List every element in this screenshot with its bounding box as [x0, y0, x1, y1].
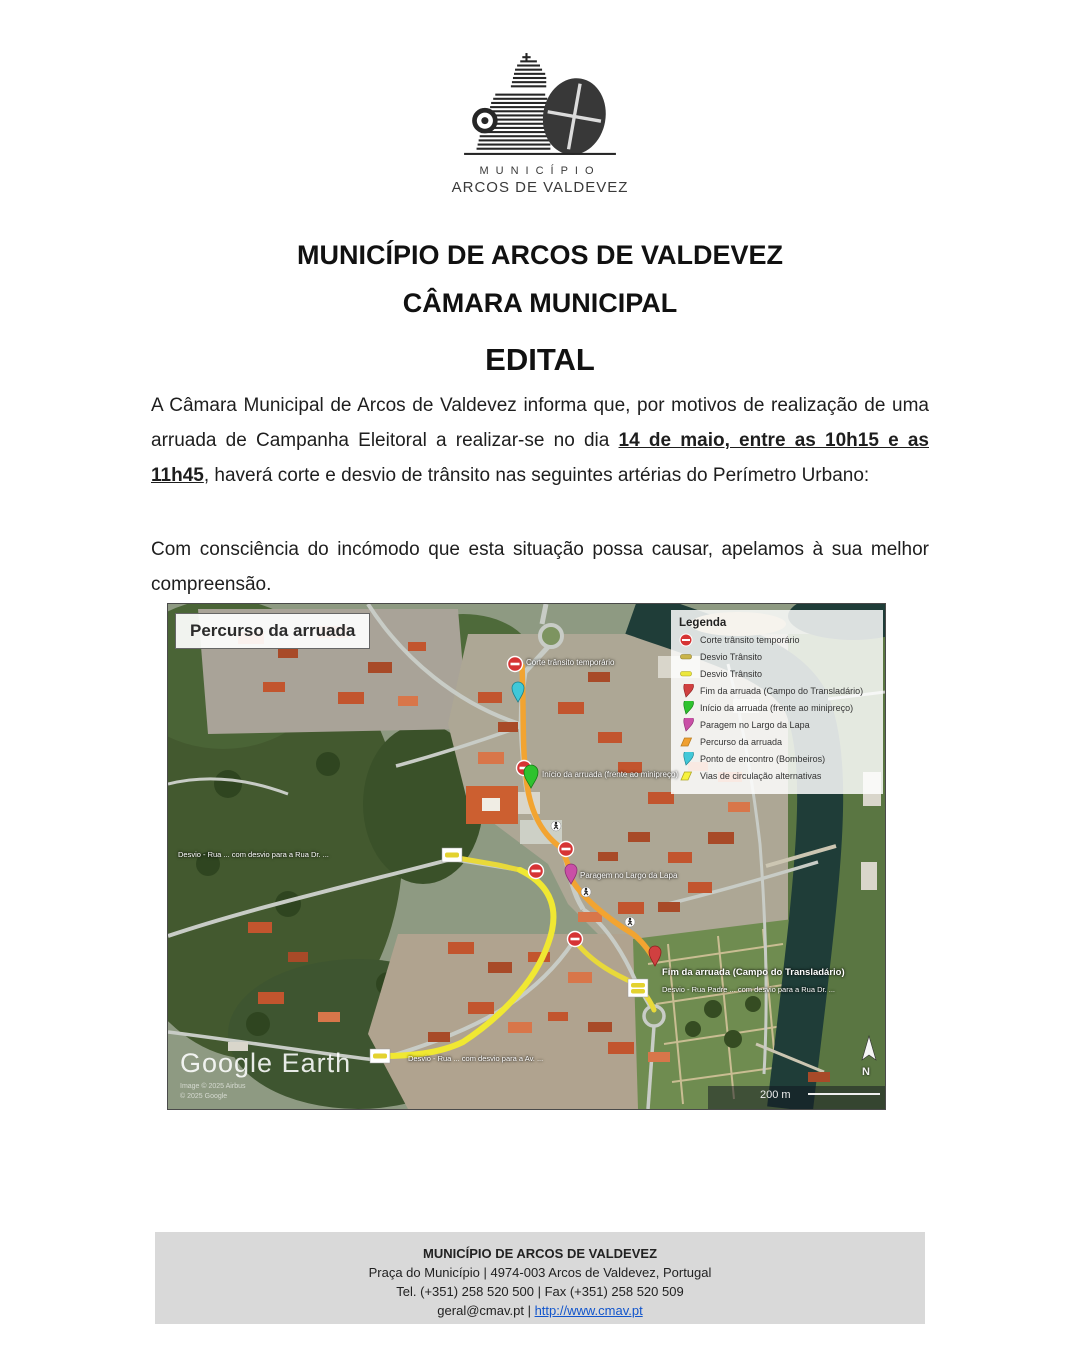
footer-website-link[interactable]: http://www.cmav.pt: [534, 1303, 643, 1318]
logo-org-large: ARCOS DE VALDEVEZ: [451, 179, 629, 196]
legend-item: Início da arruada (frente ao minipreço): [679, 701, 875, 715]
pin-magenta-icon: [679, 718, 694, 732]
footer-address: Praça do Município | 4974-003 Arcos de Valdevez, Portugal: [368, 1265, 712, 1280]
legend-item: Ponto de encontro (Bombeiros): [679, 752, 875, 766]
legend-title: Legenda: [679, 617, 727, 629]
paragraph-text-before: A Câmara Municipal de Arcos de Valdevez informa que, por motivos de realização de uma arruada de Campanha Eleitoral a realizar-se no dia: [151, 395, 929, 451]
footer-phone-fax: Tel. (+351) 258 520 500 | Fax (+351) 258 520 509: [396, 1284, 684, 1299]
title-edital: EDITAL: [485, 342, 595, 377]
map-label-desvio-right: Desvio - Rua Padre ... com desvio para a Rua Dr. ...: [662, 985, 835, 994]
legend-item: Vias de circulação alternativas: [679, 769, 875, 783]
pin-red-icon: [679, 684, 694, 698]
title-municipio: MUNICÍPIO DE ARCOS DE VALDEVEZ: [296, 240, 784, 270]
map-label-corte-top: Corte trânsito temporário: [526, 658, 615, 667]
legend-item: Fim da arruada (Campo do Transladário): [679, 684, 875, 698]
area-yellow-icon: [679, 769, 694, 783]
google-earth-watermark: Google Earth: [180, 1048, 352, 1078]
map-label-paragem: Paragem no Largo da Lapa: [580, 871, 678, 880]
route-orange-icon: [679, 735, 694, 749]
north-label: N: [862, 1066, 870, 1078]
map-label-inicio: Início da arruada (frente ao minipreço): [542, 770, 679, 779]
document-footer: [155, 1232, 925, 1324]
legend-item: Corte trânsito temporário: [679, 633, 875, 647]
map-legend: [671, 610, 883, 794]
title-camara: CÂMARA MUNICIPAL: [402, 288, 678, 318]
footer-contact-line: [155, 1301, 925, 1320]
scale-label: 200 m: [760, 1089, 791, 1101]
no-entry-icon: [679, 633, 694, 647]
map-title-box: Percurso da arruada: [175, 613, 370, 649]
municipality-logo: [0, 52, 1080, 196]
google-credit: © 2025 Google: [180, 1093, 228, 1100]
footer-municipality-name: MUNICÍPIO DE ARCOS DE VALDEVEZ: [422, 1246, 658, 1261]
paragraph-announcement: [151, 388, 929, 493]
map-label-desvio-bottom: Desvio - Rua ... com desvio para a Av. ...: [408, 1054, 544, 1063]
logo-org-small: MUNICÍPIO: [479, 165, 601, 177]
footer-separator: |: [523, 1303, 535, 1318]
map-label-fim: Fim da arruada (Campo do Transladário): [662, 967, 845, 978]
legend-item: Desvio Trânsito: [679, 650, 875, 664]
paragraph-apology: Com consciência do incómodo que esta situação possa causar, apelamos à sua melhor compreensão.: [151, 539, 929, 595]
pin-green-icon: [679, 701, 694, 715]
paragraph-date-highlight: 14 de maio, entre as 10h15 e as 11h45: [151, 430, 929, 486]
route-map: [167, 603, 886, 1110]
imagery-credit: Image © 2025 Airbus: [180, 1083, 246, 1090]
legend-item: Paragem no Largo da Lapa: [679, 718, 875, 732]
map-label-desvio-left: Desvio - Rua ... com desvio para a Rua Dr. ...: [178, 850, 329, 859]
paragraph-text-after: , haverá corte e desvio de trânsito nas seguintes artérias do Perímetro Urbano:: [203, 465, 870, 486]
legend-item: Percurso da arruada: [679, 735, 875, 749]
document-titles: [0, 240, 1080, 378]
legend-item: Desvio Trânsito: [679, 667, 875, 681]
dash-olive-icon: [679, 650, 694, 664]
pin-cyan-icon: [679, 752, 694, 766]
dash-yellow-icon: [679, 667, 694, 681]
municipality-logo-icon: [460, 52, 620, 156]
scale-strip: [708, 1086, 885, 1109]
footer-email: geral@cmav.pt: [437, 1303, 524, 1318]
